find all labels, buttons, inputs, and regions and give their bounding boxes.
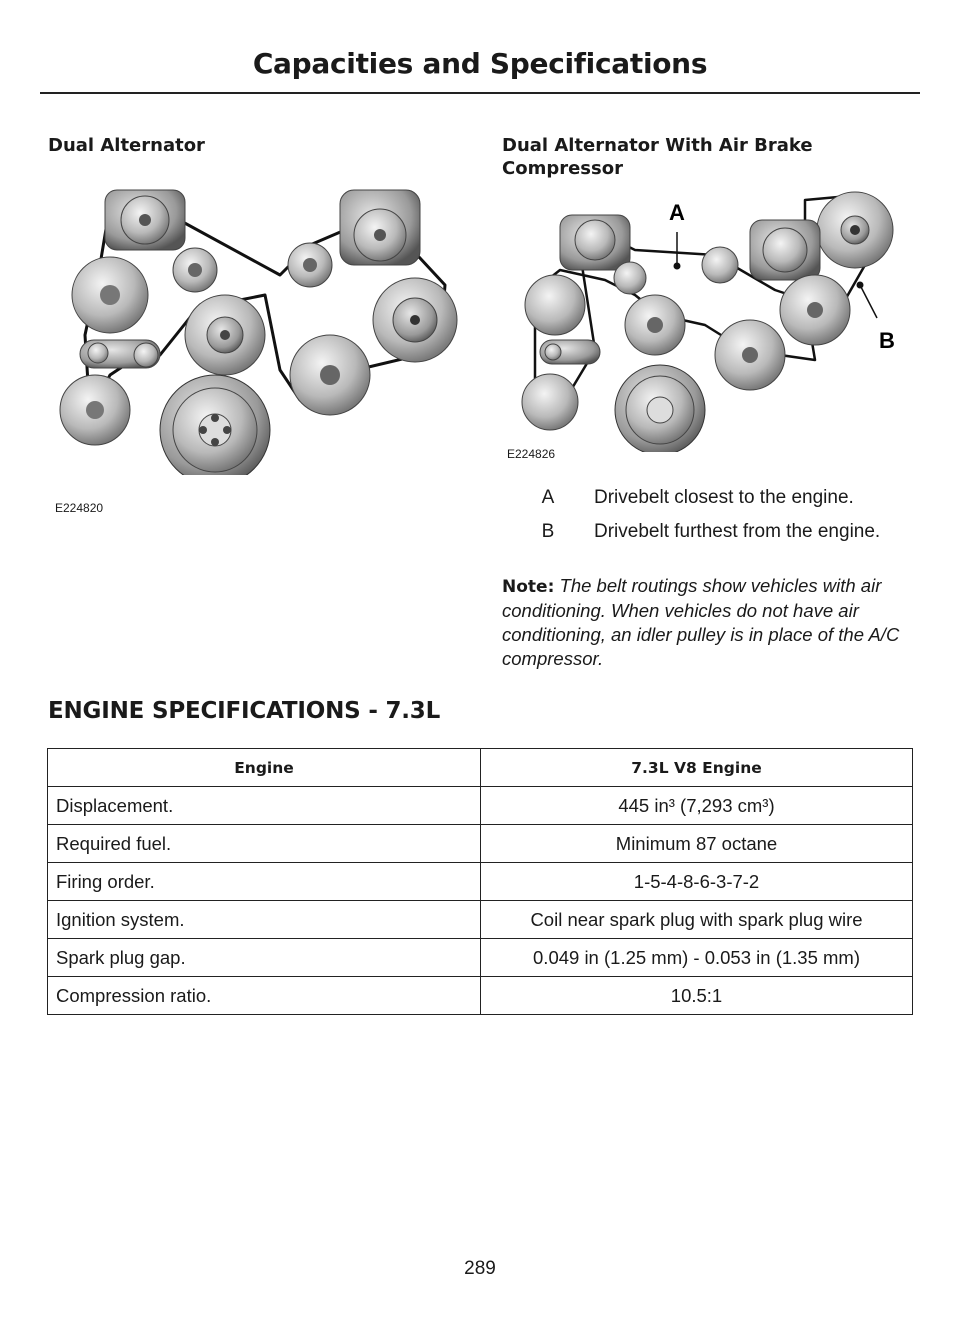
- table-header-cell: Engine: [48, 749, 481, 787]
- legend-key: B: [541, 521, 555, 542]
- table-cell: 0.049 in (1.25 mm) - 0.053 in (1.35 mm): [481, 939, 913, 977]
- table-row: [48, 977, 913, 1015]
- table-row: [48, 901, 913, 939]
- right-figure-heading: [502, 134, 920, 180]
- table-cell: 10.5:1: [481, 977, 913, 1015]
- table-cell: Firing order.: [48, 863, 481, 901]
- table-cell: Displacement.: [48, 787, 481, 825]
- table-cell: Compression ratio.: [48, 977, 481, 1015]
- page-number: 289: [464, 1258, 496, 1279]
- callout-a-label: A: [669, 200, 685, 225]
- engine-spec-table: [47, 748, 913, 1015]
- table-row: [48, 939, 913, 977]
- table-cell: Ignition system.: [48, 901, 481, 939]
- legend-row: [502, 520, 920, 544]
- table-header-row: [48, 749, 913, 787]
- note-text: The belt routings show vehicles with air conditioning. When vehicles do not have air conditioning, an idler pulley is in place of the A/C compressor.: [502, 575, 900, 669]
- crankshaft-pulley: [160, 375, 270, 475]
- table-header-cell: 7.3L V8 Engine: [481, 749, 913, 787]
- left-figure-heading-block: [48, 134, 468, 157]
- left-figure-code: E224820: [55, 501, 104, 515]
- section-heading: ENGINE SPECIFICATIONS - 7.3L: [48, 698, 441, 724]
- note-paragraph: [502, 574, 918, 671]
- air-brake-compressor-belt-diagram: [505, 190, 917, 452]
- table-cell: Minimum 87 octane: [481, 825, 913, 863]
- alternator-right: [340, 190, 420, 265]
- page-header: [40, 44, 920, 94]
- right-figure-heading-block: [502, 134, 920, 180]
- legend-value: Drivebelt furthest from the engine.: [594, 521, 881, 542]
- table-row: [48, 863, 913, 901]
- table-cell: 445 in³ (7,293 cm³): [481, 787, 913, 825]
- table-cell: Coil near spark plug with spark plug wire: [481, 901, 913, 939]
- legend-row: [502, 486, 920, 510]
- table-cell: Required fuel.: [48, 825, 481, 863]
- alternator-left: [105, 190, 185, 250]
- table-row: [48, 825, 913, 863]
- note-label: Note:: [502, 577, 555, 597]
- right-figure-heading-line1: Dual Alternator With Air Brake: [502, 135, 813, 156]
- figure-legend: [502, 486, 920, 554]
- table-cell: 1-5-4-8-6-3-7-2: [481, 863, 913, 901]
- dual-alternator-belt-diagram: [50, 175, 470, 475]
- table-row: [48, 787, 913, 825]
- right-figure-code: E224826: [507, 447, 556, 461]
- callout-b-label: B: [879, 328, 895, 353]
- table-cell: Spark plug gap.: [48, 939, 481, 977]
- legend-value: Drivebelt closest to the engine.: [594, 487, 854, 508]
- page-title: Capacities and Specifications: [252, 47, 708, 80]
- right-figure-heading-line2: Compressor: [502, 158, 623, 179]
- left-figure-heading: Dual Alternator: [48, 135, 205, 156]
- legend-key: A: [541, 487, 555, 508]
